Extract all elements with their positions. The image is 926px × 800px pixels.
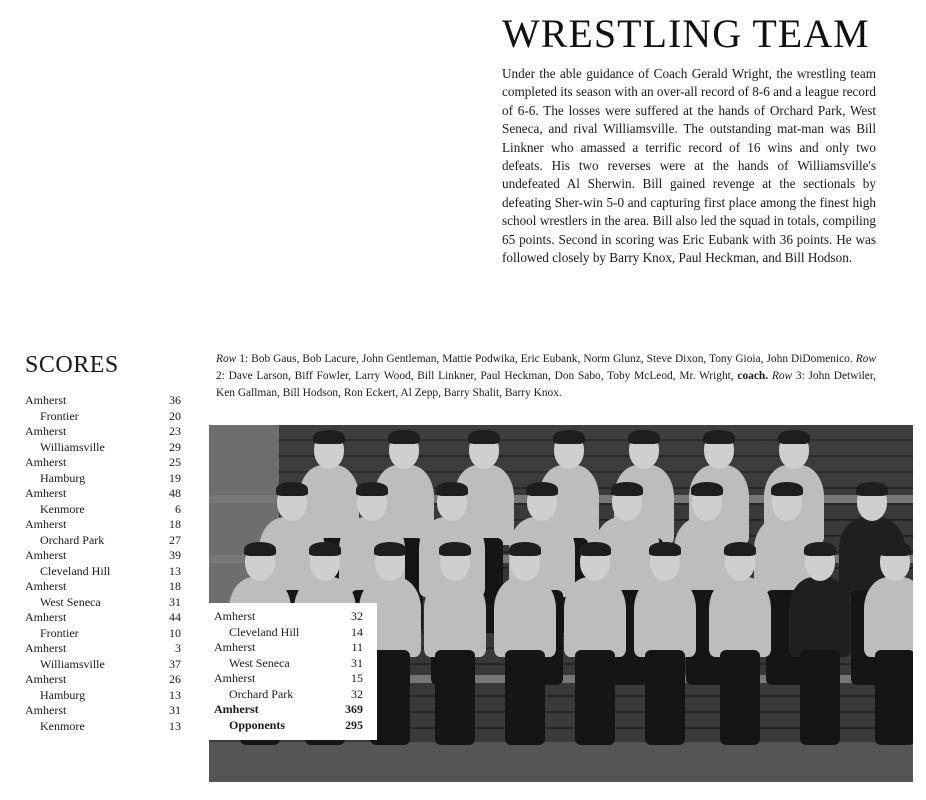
- inset-score-score: 15: [351, 671, 363, 685]
- score-row: [25, 657, 181, 673]
- wrestler-figure: [634, 545, 696, 745]
- score-team: Amherst: [25, 703, 67, 717]
- score-team: Amherst: [25, 517, 67, 531]
- score-team: Amherst: [25, 610, 67, 624]
- score-row: [25, 579, 181, 595]
- score-row: [25, 626, 181, 642]
- inset-score-score: 295: [345, 717, 363, 732]
- inset-score-row: [209, 702, 377, 718]
- inset-score-row: [209, 609, 377, 625]
- caption-row2-names: Dave Larson, Biff Fowler, Larry Wood, Bill Linkner, Paul Heckman, Don Sabo, Toby McLeod, Mr. Wright,: [228, 370, 738, 382]
- inset-score-row: [209, 625, 377, 641]
- score-row: [25, 672, 181, 688]
- score-row: [25, 688, 181, 704]
- score-score: 31: [169, 594, 181, 609]
- caption-row3-num: 3:: [792, 370, 809, 382]
- score-row: [25, 703, 181, 719]
- score-row: [25, 548, 181, 564]
- score-team: Amherst: [25, 641, 67, 655]
- score-team: Orchard Park: [40, 532, 105, 547]
- score-team: Kenmore: [40, 501, 85, 516]
- caption-row1-names: Bob Gaus, Bob Lacure, John Gentleman, Mattie Podwika, Eric Eubank, Norm Glunz, Steve Dixon, Tony Gioia, John DiDomenico.: [251, 353, 856, 365]
- score-team: West Seneca: [40, 594, 101, 609]
- page-title: WRESTLING TEAM: [502, 11, 870, 56]
- score-row: [25, 564, 181, 580]
- score-row: [25, 393, 181, 409]
- score-team: Frontier: [40, 625, 79, 640]
- inset-score-team: Amherst: [214, 671, 256, 685]
- inset-score-score: 11: [351, 640, 363, 654]
- inset-score-row: [209, 671, 377, 687]
- score-score: 10: [169, 625, 181, 640]
- score-score: 18: [169, 517, 181, 531]
- score-row: [25, 455, 181, 471]
- inset-score-row: [209, 687, 377, 703]
- score-score: 44: [169, 610, 181, 624]
- inset-score-team: Orchard Park: [229, 686, 294, 701]
- score-score: 37: [169, 656, 181, 671]
- score-score: 23: [169, 424, 181, 438]
- score-team: Amherst: [25, 486, 67, 500]
- wrestler-figure: [564, 545, 626, 745]
- wrestler-figure: [494, 545, 556, 745]
- score-score: 26: [169, 672, 181, 686]
- wrestler-figure: [424, 545, 486, 745]
- score-row: [25, 502, 181, 518]
- score-row: [25, 533, 181, 549]
- caption-row2-label: Row: [855, 353, 876, 365]
- photo-floor: [209, 742, 913, 782]
- wrestler-figure: [789, 545, 851, 745]
- score-score: 6: [175, 501, 181, 516]
- score-row: [25, 424, 181, 440]
- score-team: Amherst: [25, 424, 67, 438]
- inset-score-score: 32: [351, 609, 363, 623]
- score-team: Amherst: [25, 393, 67, 407]
- score-score: 36: [169, 393, 181, 407]
- score-row: [25, 719, 181, 735]
- score-score: 19: [169, 470, 181, 485]
- wrestler-figure: [864, 545, 913, 745]
- caption-coach: coach.: [737, 370, 769, 382]
- score-score: 3: [175, 641, 181, 655]
- caption-row1-label: Row: [216, 353, 237, 365]
- score-row: [25, 610, 181, 626]
- score-team: Kenmore: [40, 718, 85, 733]
- score-score: 48: [169, 486, 181, 500]
- score-team: Hamburg: [40, 687, 86, 702]
- score-team: Amherst: [25, 579, 67, 593]
- scores-inset: [209, 603, 377, 740]
- score-team: Amherst: [25, 548, 67, 562]
- score-row: [25, 517, 181, 533]
- score-score: 18: [169, 579, 181, 593]
- score-row: [25, 440, 181, 456]
- inset-score-row: [209, 656, 377, 672]
- score-score: 29: [169, 439, 181, 454]
- inset-score-team: Amherst: [214, 640, 256, 654]
- inset-score-score: 32: [351, 686, 363, 701]
- inset-score-score: 369: [345, 702, 363, 716]
- score-score: 13: [169, 718, 181, 733]
- score-team: Williamsville: [40, 439, 105, 454]
- score-team: Williamsville: [40, 656, 105, 671]
- score-team: Cleveland Hill: [40, 563, 111, 578]
- wrestler-figure: [709, 545, 771, 745]
- score-row: [25, 471, 181, 487]
- caption-row2-num: 2:: [216, 370, 229, 382]
- inset-score-team: Amherst: [214, 609, 256, 623]
- inset-score-team: Amherst: [214, 702, 259, 716]
- score-team: Amherst: [25, 672, 67, 686]
- inset-score-row: [209, 718, 377, 734]
- scores-list: [25, 393, 181, 734]
- score-team: Frontier: [40, 408, 79, 423]
- inset-score-team: Cleveland Hill: [229, 624, 300, 639]
- caption-row3-label: Row: [768, 370, 793, 382]
- score-score: 31: [169, 703, 181, 717]
- score-team: Amherst: [25, 455, 67, 469]
- score-score: 25: [169, 455, 181, 469]
- score-row: [25, 595, 181, 611]
- score-row: [25, 409, 181, 425]
- caption-row1-num: 1:: [236, 353, 252, 365]
- score-score: 27: [169, 532, 181, 547]
- score-row: [25, 486, 181, 502]
- inset-score-score: 31: [351, 655, 363, 670]
- score-score: 20: [169, 408, 181, 423]
- photo-caption: [216, 351, 876, 402]
- score-score: 13: [169, 563, 181, 578]
- inset-score-row: [209, 640, 377, 656]
- story-text: Under the able guidance of Coach Gerald Wright, the wrestling team completed its season with an over-all record of 8-6 and a league record of 6-6. The losses were suffered at the hands of Orchard Park, West Seneca, and rival Williamsville. The outstanding mat-man was Bill Linkner who amassed a terrific record of 16 wins and only two defeats. His two reverses were at the hands of Williamsville's undefeated Al Sherwin. Bill gained revenge at the sectionals by defeating Sher-win 5-0 and capturing first place among the finest high school wrestlers in the area. Bill also led the squad in totals, compiling 65 points. Second in scoring was Eric Eubank with 36 points. He was followed closely by Barry Knox, Paul Heckman, and Bill Hodson.: [502, 66, 876, 266]
- inset-score-team: West Seneca: [229, 655, 290, 670]
- caption-row3-names: John Detwiler, Ken Gallman, Bill Hodson, Ron Eckert, Al Zepp, Barry Shalit, Barry Knox.: [216, 370, 877, 399]
- score-score: 39: [169, 548, 181, 562]
- score-score: 13: [169, 687, 181, 702]
- scores-heading: SCORES: [25, 352, 119, 378]
- inset-score-team: Opponents: [229, 717, 286, 732]
- inset-score-score: 14: [351, 624, 363, 639]
- score-team: Hamburg: [40, 470, 86, 485]
- score-row: [25, 641, 181, 657]
